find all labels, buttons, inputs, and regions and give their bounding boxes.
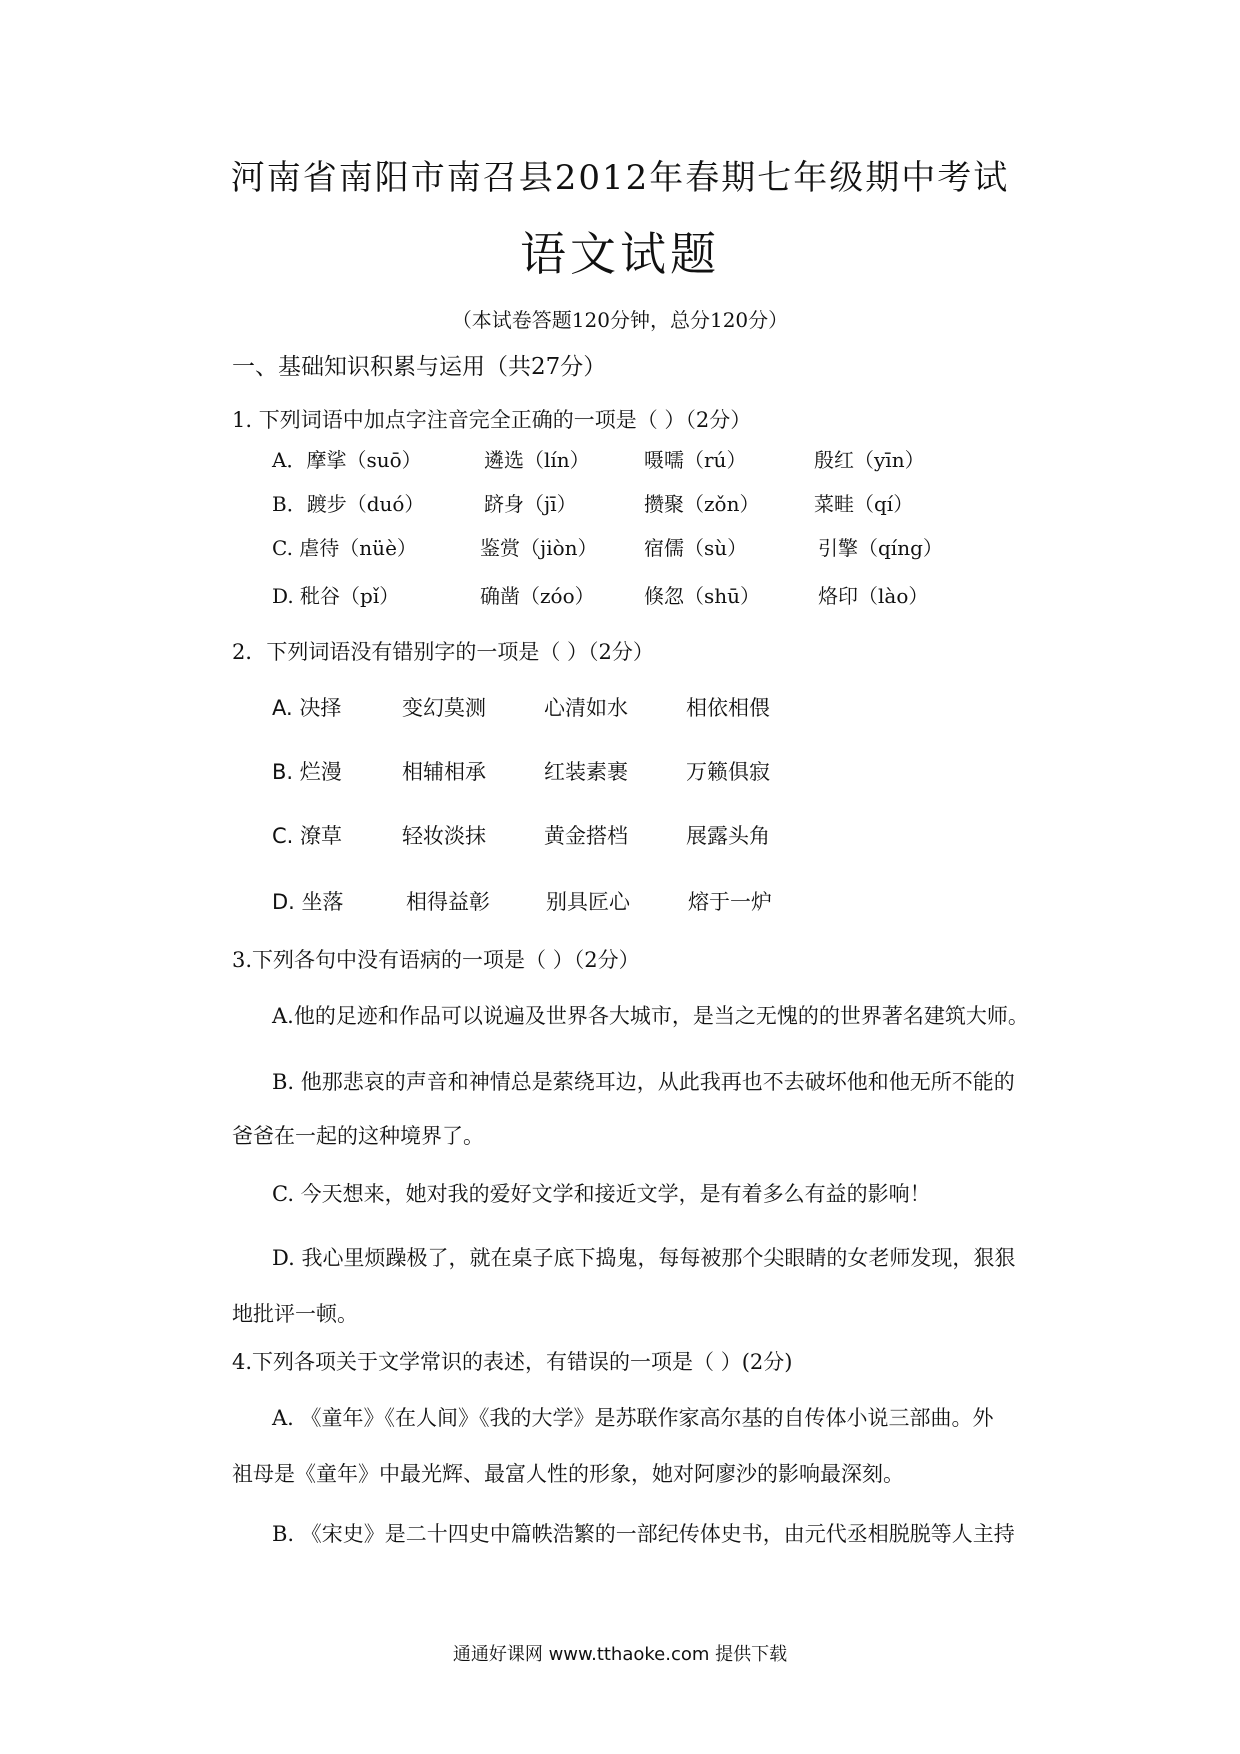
q2-option-b-1: B. 烂漫 — [272, 760, 342, 784]
q1-option-d-4: 烙印（lào） — [818, 584, 929, 608]
q2-option-a-3: 心清如水 — [544, 696, 628, 720]
q3-option-b-line2: 爸爸在一起的这种境界了。 — [232, 1124, 484, 1148]
question-3-stem: 3.下列各句中没有语病的一项是（ ）（2分） — [232, 948, 640, 972]
q1-option-a-4: 殷红（yīn） — [814, 448, 925, 472]
q1-option-b-4: 菜畦（qí） — [814, 492, 914, 516]
q1-option-a-2: 遴选（lín） — [484, 448, 590, 472]
q3-option-b-line1: B. 他那悲哀的声音和神情总是萦绕耳边，从此我再也不去破坏他和他无所不能的 — [272, 1070, 1015, 1094]
q2-option-d-2: 相得益彰 — [406, 890, 490, 914]
q2-option-d-4: 熔于一炉 — [688, 890, 772, 914]
q2-option-b-3: 红装素裹 — [544, 760, 628, 784]
exam-subtitle: 语文试题 — [520, 227, 720, 281]
q4-option-a-line2: 祖母是《童年》中最光辉、最富人性的形象，她对阿廖沙的影响最深刻。 — [232, 1462, 904, 1486]
q1-option-d-2: 确凿（zóo） — [480, 584, 595, 608]
exam-note: （本试卷答题120分钟，总分120分） — [451, 308, 789, 332]
q1-option-c-2: 鉴赏（jiòn） — [480, 536, 598, 560]
q3-option-d-line2: 地批评一顿。 — [232, 1302, 358, 1326]
q2-option-d-1: D. 坐落 — [272, 890, 344, 914]
q1-option-d-3: 倏忽（shū） — [644, 584, 761, 608]
q1-option-c-4: 引擎（qíng） — [818, 536, 943, 560]
q4-option-a-line1: A. 《童年》《在人间》《我的大学》是苏联作家高尔基的自传体小说三部曲。外 — [272, 1406, 994, 1430]
q2-option-c-1: C. 潦草 — [272, 824, 343, 848]
exam-title: 河南省南阳市南召县2012年春期七年级期中考试 — [230, 158, 1010, 198]
q2-option-c-2: 轻妆淡抹 — [402, 824, 486, 848]
q1-option-c-3: 宿儒（sù） — [644, 536, 748, 560]
question-1-stem: 1. 下列词语中加点字注音完全正确的一项是（ ）（2分） — [232, 408, 752, 432]
q2-option-c-3: 黄金搭档 — [544, 824, 628, 848]
question-4-stem: 4.下列各项关于文学常识的表述，有错误的一项是（ ）(2分) — [232, 1350, 793, 1374]
q2-option-b-4: 万籁俱寂 — [686, 760, 770, 784]
q1-option-b-2: 跻身（jī） — [484, 492, 577, 516]
q2-option-b-2: 相辅相承 — [402, 760, 486, 784]
q2-option-a-1: A. 决择 — [272, 696, 342, 720]
q1-option-c-1: C. 虐待（nüè） — [272, 536, 417, 560]
q3-option-c: C. 今天想来，她对我的爱好文学和接近文学，是有着多么有益的影响！ — [272, 1182, 931, 1206]
q2-option-c-4: 展露头角 — [686, 824, 770, 848]
q3-option-a: A.他的足迹和作品可以说遍及世界各大城市，是当之无愧的的世界著名建筑大师。 — [272, 1004, 1029, 1028]
q2-option-a-4: 相依相偎 — [686, 696, 770, 720]
q4-option-b-line1: B. 《宋史》是二十四史中篇帙浩繁的一部纪传体史书，由元代丞相脱脱等人主持 — [272, 1522, 1015, 1546]
q2-option-d-3: 别具匠心 — [546, 890, 630, 914]
question-2-stem: 2．下列词语没有错别字的一项是（ ）（2分） — [232, 640, 654, 664]
q1-option-a-1: A．摩挲（suō） — [272, 448, 422, 472]
q1-option-b-1: B．踱步（duó） — [272, 492, 425, 516]
q3-option-d-line1: D. 我心里烦躁极了，就在桌子底下捣鬼，每每被那个尖眼睛的女老师发现，狠狠 — [272, 1246, 1016, 1270]
q1-option-b-3: 攒聚（zǒn） — [644, 492, 760, 516]
section-heading: 一、基础知识积累与运用（共27分） — [232, 354, 607, 380]
q1-option-a-3: 嗫嚅（rú） — [644, 448, 747, 472]
q1-option-d-1: D. 秕谷（pǐ） — [272, 584, 400, 608]
page-footer: 通通好课网 www.tthaoke.com 提供下载 — [452, 1644, 788, 1665]
q2-option-a-2: 变幻莫测 — [402, 696, 486, 720]
